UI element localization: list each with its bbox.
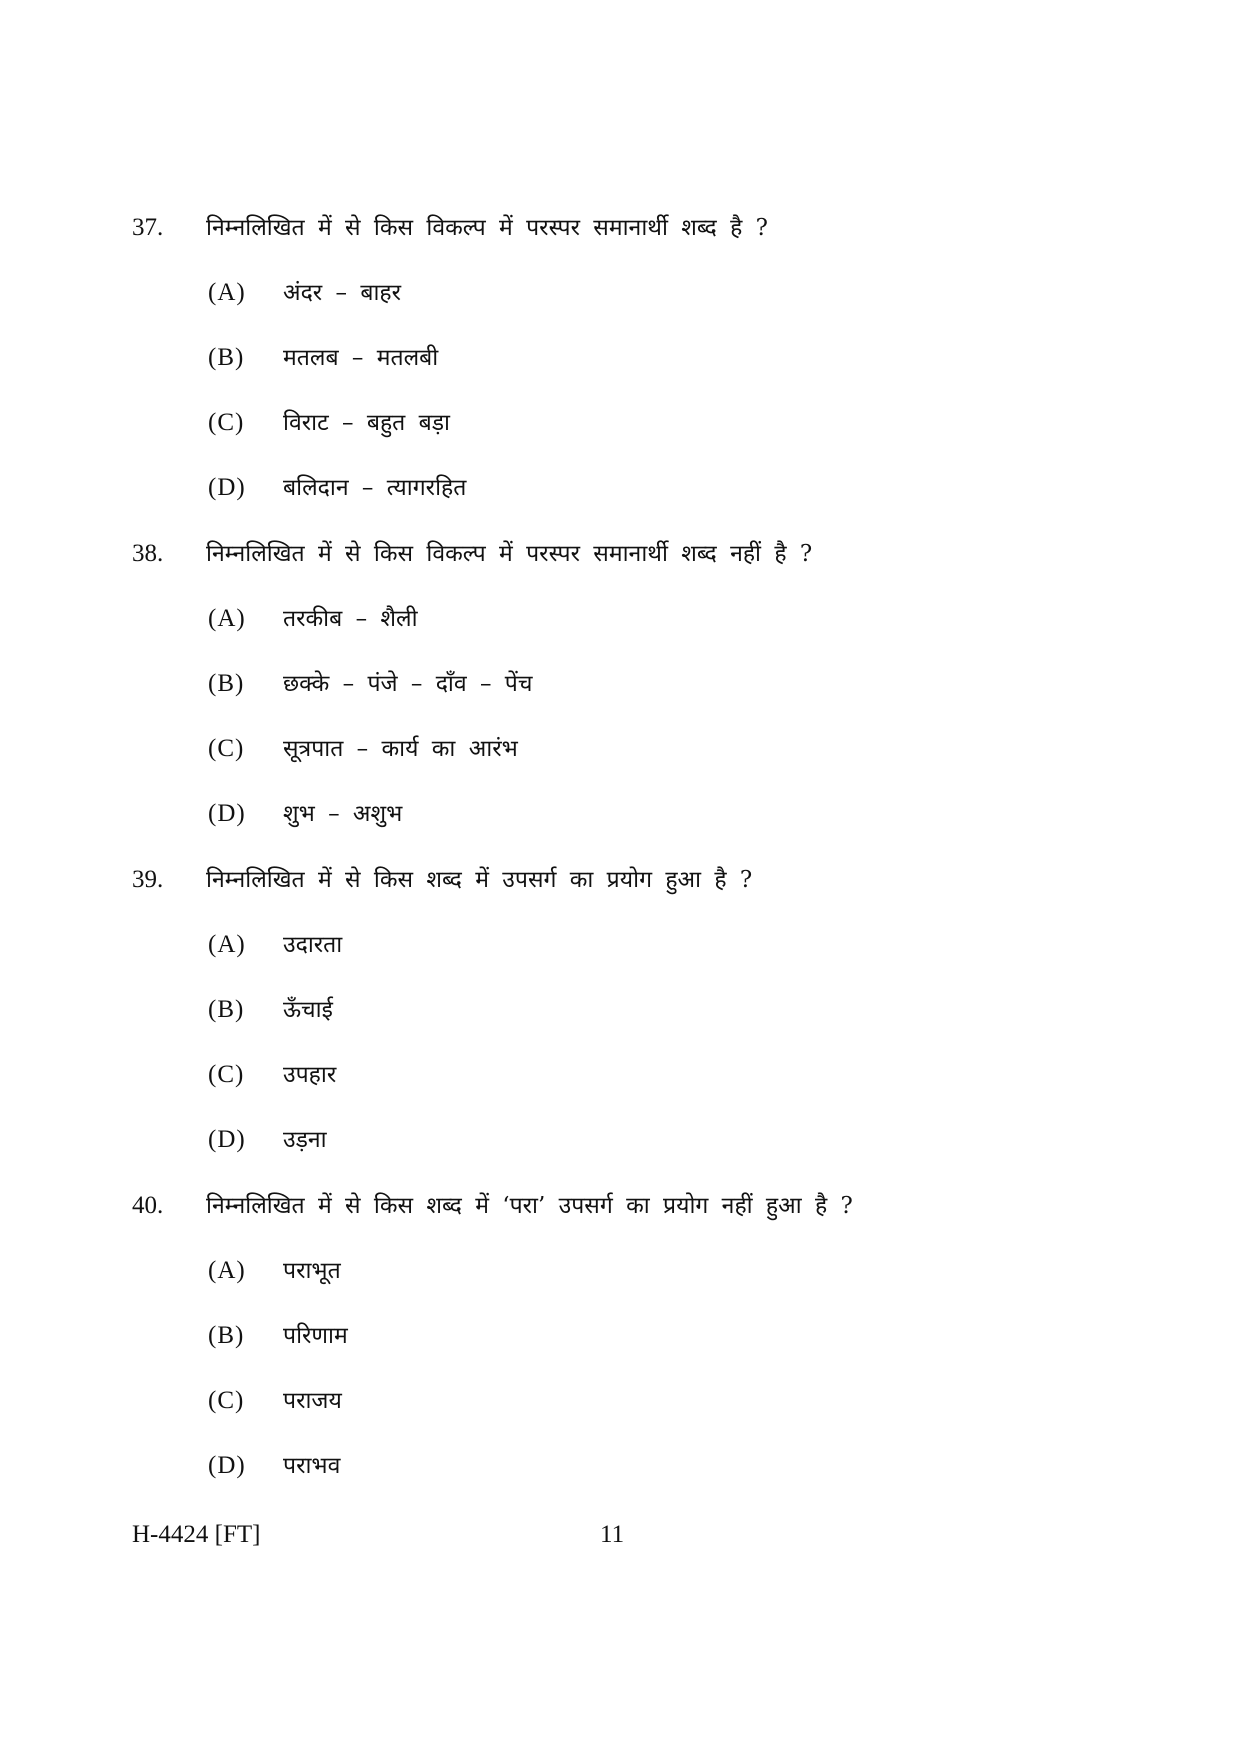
option-text: उदारता [283, 932, 343, 958]
option-c[interactable] [0, 729, 1240, 769]
question-number: 37. [132, 214, 164, 241]
question-number: 40. [132, 1192, 164, 1219]
option-label: (B) [208, 344, 245, 371]
option-label: (A) [208, 279, 246, 306]
question-text: निम्नलिखित में से किस शब्द में उपसर्ग का प्रयोग हुआ है ? [206, 867, 753, 893]
option-text: सूत्रपात – कार्य का आरंभ [283, 736, 518, 762]
option-label: (C) [208, 735, 245, 762]
option-c[interactable] [0, 1055, 1240, 1095]
option-text: पराभूत [283, 1258, 341, 1284]
option-label: (B) [208, 670, 245, 697]
option-label: (C) [208, 409, 245, 436]
question-number: 39. [132, 866, 164, 893]
option-a[interactable] [0, 273, 1240, 313]
paper-code: H-4424 [FT] [132, 1521, 261, 1548]
option-b[interactable] [0, 664, 1240, 704]
option-label: (B) [208, 1322, 245, 1349]
option-a[interactable] [0, 1251, 1240, 1291]
option-b[interactable] [0, 1316, 1240, 1356]
option-d[interactable] [0, 1120, 1240, 1160]
option-text: शुभ – अशुभ [283, 801, 403, 827]
question-text: निम्नलिखित में से किस विकल्प में परस्पर समानार्थी शब्द है ? [206, 215, 768, 241]
option-text: छक्के – पंजे – दाँव – पेंच [283, 671, 533, 697]
option-text: पराजय [283, 1388, 342, 1414]
option-b[interactable] [0, 338, 1240, 378]
option-a[interactable] [0, 599, 1240, 639]
option-text: तरकीब – शैली [283, 606, 418, 632]
option-d[interactable] [0, 1446, 1240, 1486]
question-line [0, 860, 1240, 900]
question-line [0, 1186, 1240, 1226]
option-a[interactable] [0, 925, 1240, 965]
option-label: (D) [208, 474, 246, 501]
option-text: परिणाम [283, 1323, 348, 1349]
option-text: ऊँचाई [283, 997, 333, 1023]
option-d[interactable] [0, 468, 1240, 508]
option-text: मतलब – मतलबी [283, 345, 439, 371]
option-text: विराट – बहुत बड़ा [283, 410, 450, 436]
question-line [0, 208, 1240, 248]
option-label: (D) [208, 800, 246, 827]
question-text: निम्नलिखित में से किस विकल्प में परस्पर समानार्थी शब्द नहीं है ? [206, 541, 813, 567]
page-number: 11 [600, 1521, 625, 1548]
option-label: (A) [208, 1257, 246, 1284]
option-c[interactable] [0, 1381, 1240, 1421]
question-line [0, 534, 1240, 574]
option-text: बलिदान – त्यागरहित [283, 475, 467, 501]
option-label: (B) [208, 996, 245, 1023]
option-label: (C) [208, 1061, 245, 1088]
option-label: (D) [208, 1452, 246, 1479]
option-d[interactable] [0, 794, 1240, 834]
option-label: (C) [208, 1387, 245, 1414]
option-b[interactable] [0, 990, 1240, 1030]
question-text: निम्नलिखित में से किस शब्द में ‘परा’ उपसर्ग का प्रयोग नहीं हुआ है ? [206, 1193, 853, 1219]
option-text: उपहार [283, 1062, 337, 1088]
option-text: उड़ना [283, 1127, 327, 1153]
question-number: 38. [132, 540, 164, 567]
option-label: (A) [208, 931, 246, 958]
option-label: (A) [208, 605, 246, 632]
option-text: पराभव [283, 1453, 341, 1479]
option-c[interactable] [0, 403, 1240, 443]
option-label: (D) [208, 1126, 246, 1153]
option-text: अंदर – बाहर [283, 280, 402, 306]
